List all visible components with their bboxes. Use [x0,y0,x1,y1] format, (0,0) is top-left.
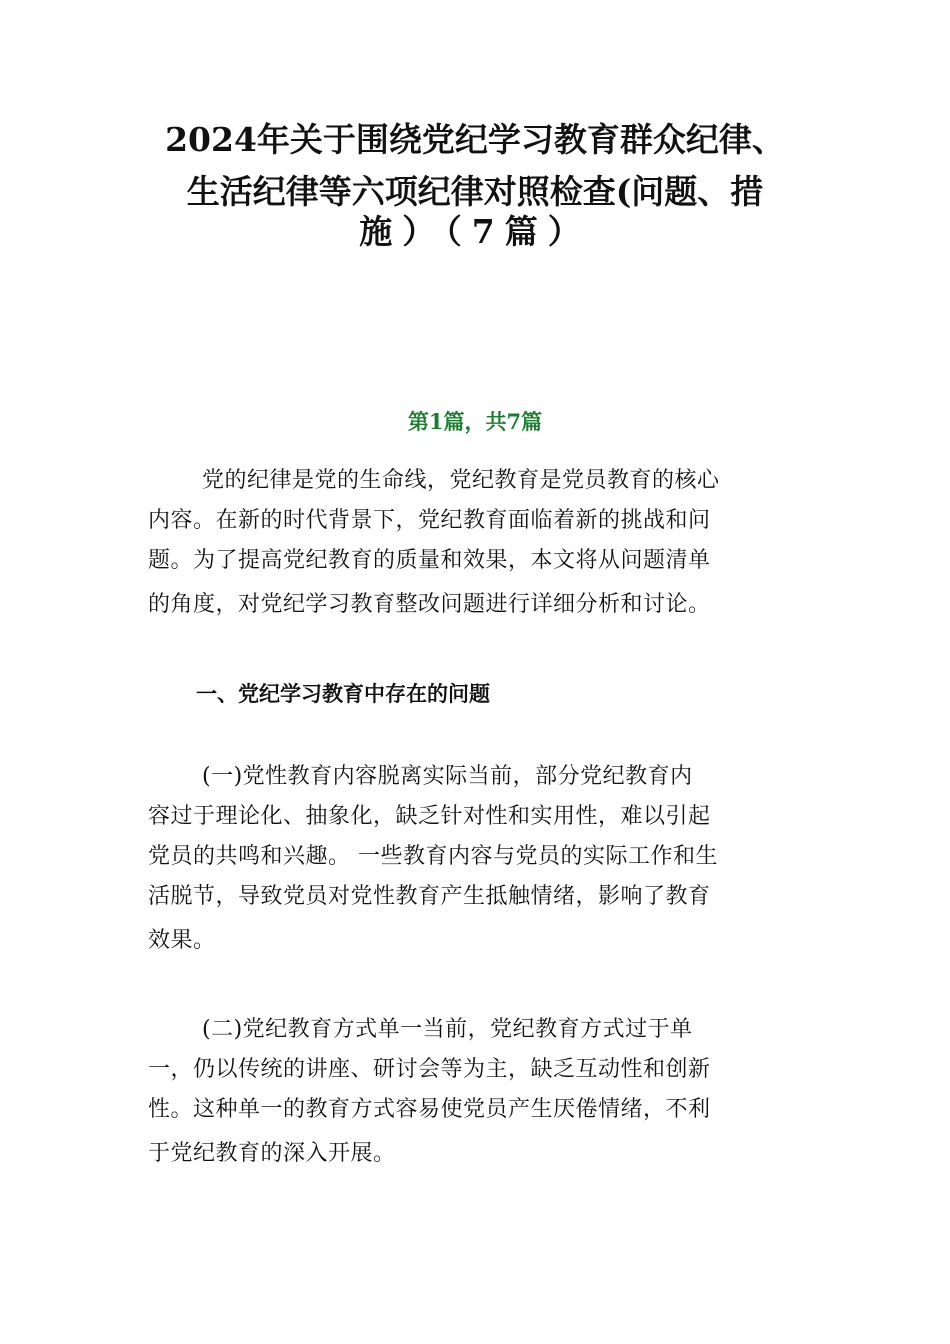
item-1-paragraph [148,757,808,961]
intro-line-1: 党的纪律是党的生命线，党纪教育是党员教育的核心 [202,468,720,493]
intro-line-3: 题。为了提高党纪教育的质量和效果，本文将从问题清单 [148,548,711,573]
item-2-line-1: (二)党纪教育方式单一当前，党纪教育方式过于单 [202,1017,693,1042]
item-1-line-1: (一)党性教育内容脱离实际当前，部分党纪教育内 [202,764,693,789]
part-indicator: 第1篇，共7篇 [407,409,543,434]
section-heading: 一、党纪学习教育中存在的问题 [196,682,490,706]
item-1-line-4: 活脱节，导致党员对党性教育产生抵触情绪，影响了教育 [148,884,711,909]
item-1-line-3: 党员的共鸣和兴趣。 一些教育内容与党员的实际工作和生 [148,844,718,869]
intro-line-4: 的角度，对党纪学习教育整改问题进行详细分析和讨论。 [148,592,711,617]
document-title-line-2: 生活纪律等六项纪律对照检查(问题、措 [186,172,764,211]
item-2-line-2: 一，仍以传统的讲座、研讨会等为主，缺乏互动性和创新 [148,1057,711,1082]
document-title-line-1: 2024年关于围绕党纪学习教育群众纪律、 [165,120,785,159]
item-2-line-3: 性。这种单一的教育方式容易使党员产生厌倦情绪，不利 [148,1097,711,1122]
document-title-line-3: 施）（7篇） [359,212,591,251]
intro-line-2: 内容。在新的时代背景下，党纪教育面临着新的挑战和问 [148,508,711,533]
item-2-line-4: 于党纪教育的深入开展。 [148,1141,396,1166]
item-1-line-5: 效果。 [148,928,216,953]
item-2-paragraph [148,1010,808,1174]
intro-paragraph [148,461,808,625]
item-1-line-2: 容过于理论化、抽象化，缺乏针对性和实用性，难以引起 [148,804,711,829]
